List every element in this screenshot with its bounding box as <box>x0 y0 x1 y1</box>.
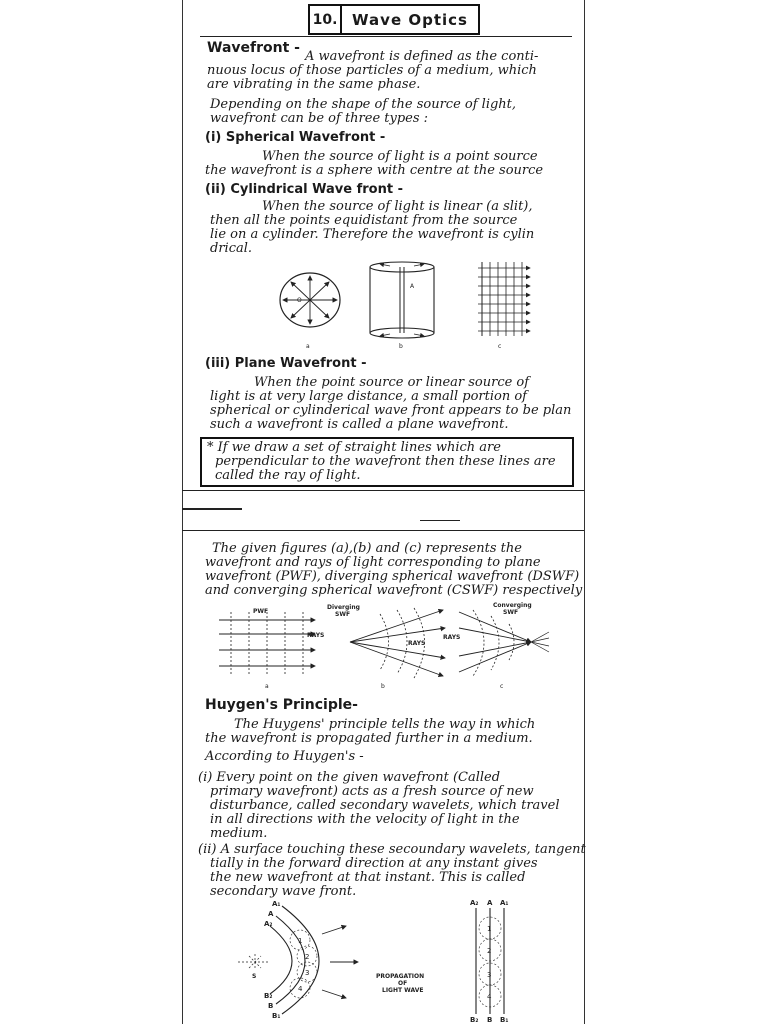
rays-label-b: RAYS <box>408 640 426 647</box>
wavefront-types-line-1: Depending on the shape of the source of light, <box>210 97 517 112</box>
cylindrical-wavefront-diagram <box>370 262 434 338</box>
page-right-margin-line <box>584 0 585 1024</box>
huygens-point2-line-4: secondary wave front. <box>210 884 357 899</box>
plane-wavefront-diagram <box>478 262 530 336</box>
label-B-left: B <box>268 1002 274 1010</box>
figure2-caption-a: a <box>265 683 269 690</box>
wavelet-num-1-right: 1 <box>487 925 492 933</box>
chapter-title-box <box>308 4 480 35</box>
huygens-intro-line-3: According to Huygen's - <box>205 749 364 764</box>
figure1-caption-a: a <box>306 343 310 350</box>
label-A-left: A <box>268 910 274 918</box>
wavelet-num-4-right: 4 <box>487 993 492 1001</box>
note-line-2: perpendicular to the wavefront then these lines are <box>215 454 556 469</box>
label-B-right: B <box>487 1016 493 1022</box>
cylindrical-heading: (ii) Cylindrical Wave front - <box>205 182 403 197</box>
figure1-caption-b: b <box>399 343 403 350</box>
huygens-point1-line-4: in all directions with the velocity of light in the <box>210 812 520 827</box>
rays-para-line-1: The given figures (a),(b) and (c) represents the <box>212 541 522 556</box>
spherical-line-2: the wavefront is a sphere with centre at the source <box>205 163 544 178</box>
spherical-center-label: O <box>297 297 302 304</box>
label-B2-right: B₂ <box>470 1016 479 1022</box>
page-break-line-3 <box>420 520 460 521</box>
huygens-point1-line-1: (i) Every point on the given wavefront (Called <box>198 770 501 785</box>
huygens-intro-line-2: the wavefront is propagated further in a medium. <box>205 731 533 746</box>
huygens-construction-figure <box>234 898 524 1022</box>
spherical-wavefront-diagram <box>280 273 340 327</box>
wavefront-def-line-1: A wavefront is defined as the conti- <box>305 49 539 64</box>
label-A1-right: A₁ <box>500 899 509 907</box>
converging-label-1: Converging <box>493 602 532 609</box>
label-A1-left: A₁ <box>272 900 281 908</box>
huygens-point1-line-5: medium. <box>210 826 268 841</box>
cylindrical-line-2: then all the points equidistant from the source <box>210 213 518 228</box>
cylindrical-line-3: lie on a cylinder. Therefore the wavefront is cylin <box>210 227 535 242</box>
rays-label-a: RAYS <box>307 632 325 639</box>
wavelet-num-2-left: 2 <box>305 953 310 961</box>
label-B1-right: B₁ <box>500 1016 509 1022</box>
chapter-title: Wave Optics <box>352 10 468 29</box>
propagation-line-1: PROPAGATION <box>376 973 425 980</box>
propagation-label <box>376 973 424 994</box>
wavefront-def-line-2: nuous locus of those particles of a medium, which <box>207 63 537 78</box>
plane-wavefront-rays-diagram <box>219 608 324 674</box>
huygens-point2-line-1: (ii) A surface touching these secoundary wavelets, tangent <box>198 842 586 857</box>
page-break-line-2 <box>182 508 242 510</box>
wavelet-num-2-right: 2 <box>487 947 492 955</box>
huygens-heading: Huygen's Principle- <box>205 697 358 713</box>
page-break-line-4 <box>182 530 584 531</box>
plane-huygens-diagram <box>470 899 508 1022</box>
plane-line-3: spherical or cylinderical wave front appears to be plan <box>210 403 572 418</box>
huygens-point2-line-3: the new wavefront at that instant. This is called <box>210 870 526 885</box>
converging-swf-diagram <box>443 602 549 676</box>
spherical-huygens-diagram <box>238 900 358 1020</box>
rays-wavefront-figure <box>215 602 555 692</box>
page-break-line-1 <box>182 490 584 491</box>
diverging-label-1: Diverging <box>327 604 360 611</box>
chapter-number: 10. <box>310 6 342 33</box>
figure2-caption-b: b <box>381 683 385 690</box>
note-line-3: called the ray of light. <box>215 468 361 483</box>
spherical-line-1: When the source of light is a point source <box>262 149 538 164</box>
wavelet-num-3-right: 3 <box>487 971 492 979</box>
label-S: S <box>252 973 257 980</box>
label-A-right: A <box>487 899 493 907</box>
plane-line-1: When the point source or linear source of <box>254 375 530 390</box>
plane-line-2: light is at very large distance, a small portion of <box>210 389 527 404</box>
figure2-caption-c: c <box>500 683 504 690</box>
rays-para-line-4: and converging spherical wavefront (CSWF) respectively <box>205 583 583 598</box>
plane-heading: (iii) Plane Wavefront - <box>205 356 367 371</box>
wavelet-num-3-left: 3 <box>305 969 310 977</box>
note-line-1: * If we draw a set of straight lines which are <box>207 440 501 455</box>
figure1-caption-c: c <box>498 343 502 350</box>
wavefront-shapes-figure <box>270 258 540 350</box>
wavefront-heading: Wavefront - <box>207 40 300 56</box>
cylindrical-line-1: When the source of light is linear (a slit), <box>262 199 533 214</box>
wavelet-num-4-left: 4 <box>298 985 303 993</box>
label-A2-right: A₂ <box>470 899 479 907</box>
rays-para-line-2: wavefront and rays of light corresponding to plane <box>205 555 541 570</box>
cylinder-source-label: A <box>410 283 415 290</box>
diverging-swf-diagram <box>327 604 445 678</box>
wavelet-num-1-left: 1 <box>298 937 303 945</box>
title-underline <box>200 36 572 37</box>
huygens-intro-line-1: The Huygens' principle tells the way in which <box>234 717 536 732</box>
diverging-label-2: SWF <box>335 611 351 618</box>
wavefront-types-line-2: wavefront can be of three types : <box>210 111 429 126</box>
page-left-margin-line <box>182 0 183 1024</box>
rays-label-c: RAYS <box>443 634 461 641</box>
converging-label-2: SWF <box>503 609 519 616</box>
huygens-point1-line-3: disturbance, called secondary wavelets, which travel <box>210 798 560 813</box>
propagation-line-2: OF <box>398 980 408 987</box>
huygens-point2-line-2: tially in the forward direction at any instant gives <box>210 856 538 871</box>
label-A2-left: A₂ <box>264 920 273 928</box>
cylindrical-line-4: drical. <box>210 241 253 256</box>
huygens-point1-line-2: primary wavefront) acts as a fresh source of new <box>210 784 534 799</box>
pwf-label: PWF <box>253 608 269 615</box>
wavefront-def-line-3: are vibrating in the same phase. <box>207 77 421 92</box>
spherical-heading: (i) Spherical Wavefront - <box>205 130 386 145</box>
plane-line-4: such a wavefront is called a plane wavefront. <box>210 417 509 432</box>
label-B1-left: B₁ <box>272 1012 281 1020</box>
propagation-line-3: LIGHT WAVE <box>382 987 424 994</box>
rays-para-line-3: wavefront (PWF), diverging spherical wavefront (DSWF) <box>205 569 580 584</box>
label-B2-left: B₂ <box>264 992 273 1000</box>
